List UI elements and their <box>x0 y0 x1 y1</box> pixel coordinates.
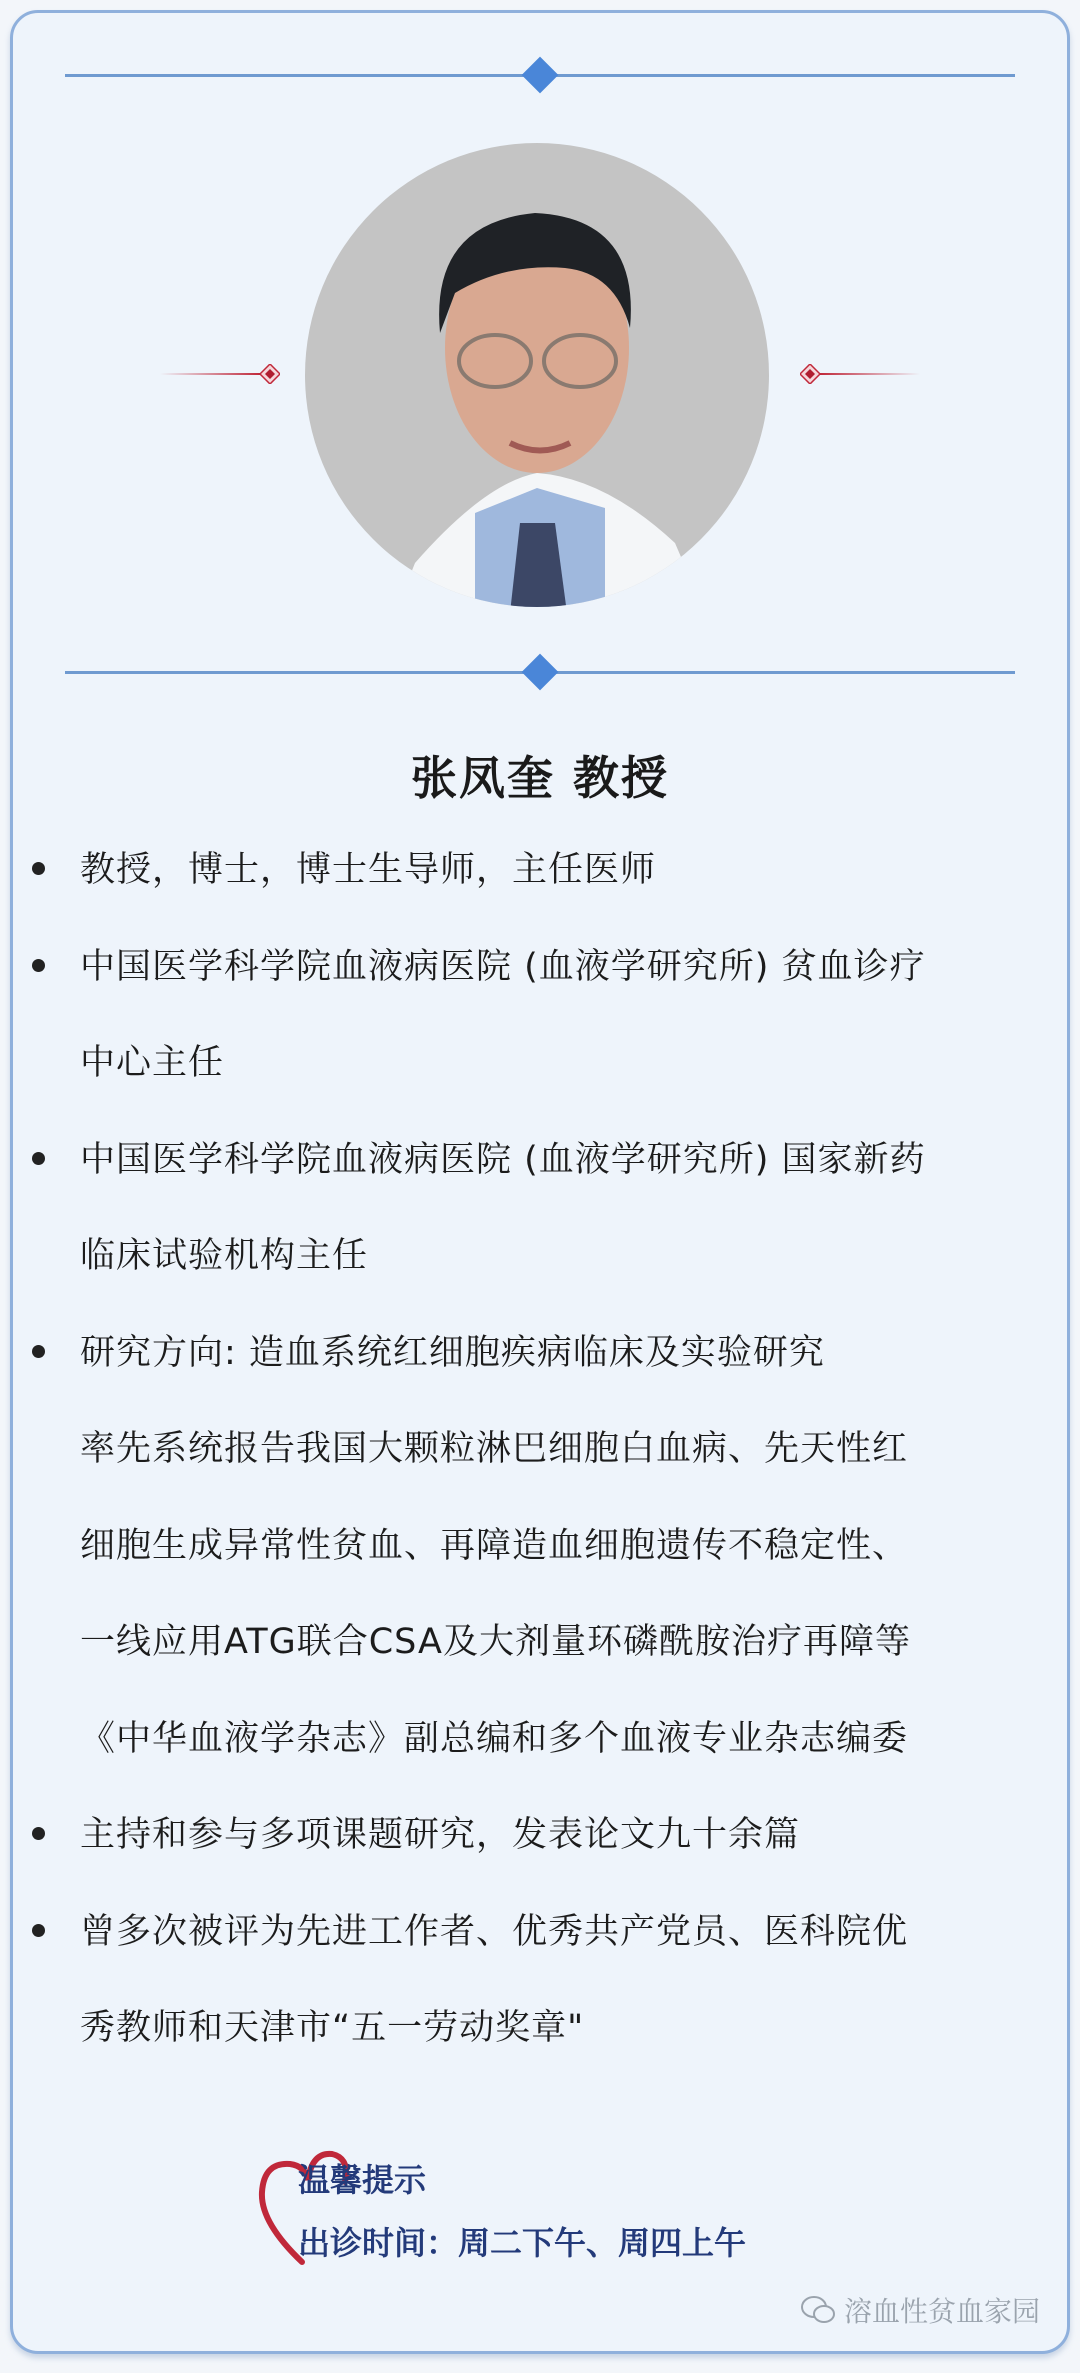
bio-line: 中国医学科学院血液病医院 (血液学研究所) 贫血诊疗 <box>80 946 926 987</box>
bullet-icon <box>32 1827 45 1840</box>
watermark-text: 溶血性贫血家园 <box>843 2295 1040 2328</box>
red-diamond-ornament-left <box>160 364 280 384</box>
bio-line: 秀教师和天津市“五一劳动奖章" <box>80 2008 585 2048</box>
notice-title: 温馨提示 <box>298 2161 427 2199</box>
bio-line: 教授，博士，博士生导师，主任医师 <box>80 850 657 890</box>
red-diamond-ornament-right <box>800 364 920 384</box>
bio-line: 细胞生成异常性贫血、再障造血细胞遗传不稳定性、 <box>80 1525 909 1566</box>
bullet-icon <box>32 1152 45 1165</box>
bullet-icon <box>32 1345 45 1358</box>
bio-line: 主持和参与多项课题研究，发表论文九十余篇 <box>80 1815 801 1855</box>
bullet-icon <box>32 862 45 875</box>
bio-line: 《中华血液学杂志》副总编和多个血液专业杂志编委 <box>80 1718 909 1759</box>
doctor-portrait <box>305 143 770 608</box>
wechat-icon <box>800 2294 836 2326</box>
bio-line: 一线应用ATG联合CSA及大剂量环磷酰胺治疗再障等 <box>80 1622 911 1662</box>
bio-line: 临床试验机构主任 <box>80 1236 369 1276</box>
bullet-icon <box>32 1924 45 1937</box>
bio-line: 中国医学科学院血液病医院 (血液学研究所) 国家新药 <box>80 1139 926 1180</box>
clinic-hours: 出诊时间：周二下午、周四上午 <box>298 2224 747 2262</box>
doctor-name: 张凤奎 教授 <box>410 751 669 805</box>
bio-line: 中心主任 <box>80 1043 225 1083</box>
bullet-icon <box>32 959 45 972</box>
bio-line: 曾多次被评为先进工作者、优秀共产党员、医科院优 <box>80 1911 909 1952</box>
watermark <box>800 2290 1040 2330</box>
bio-line: 研究方向: 造血系统红细胞疾病临床及实验研究 <box>80 1332 825 1373</box>
bio-line: 率先系统报告我国大颗粒淋巴细胞白血病、先天性红 <box>80 1429 909 1469</box>
